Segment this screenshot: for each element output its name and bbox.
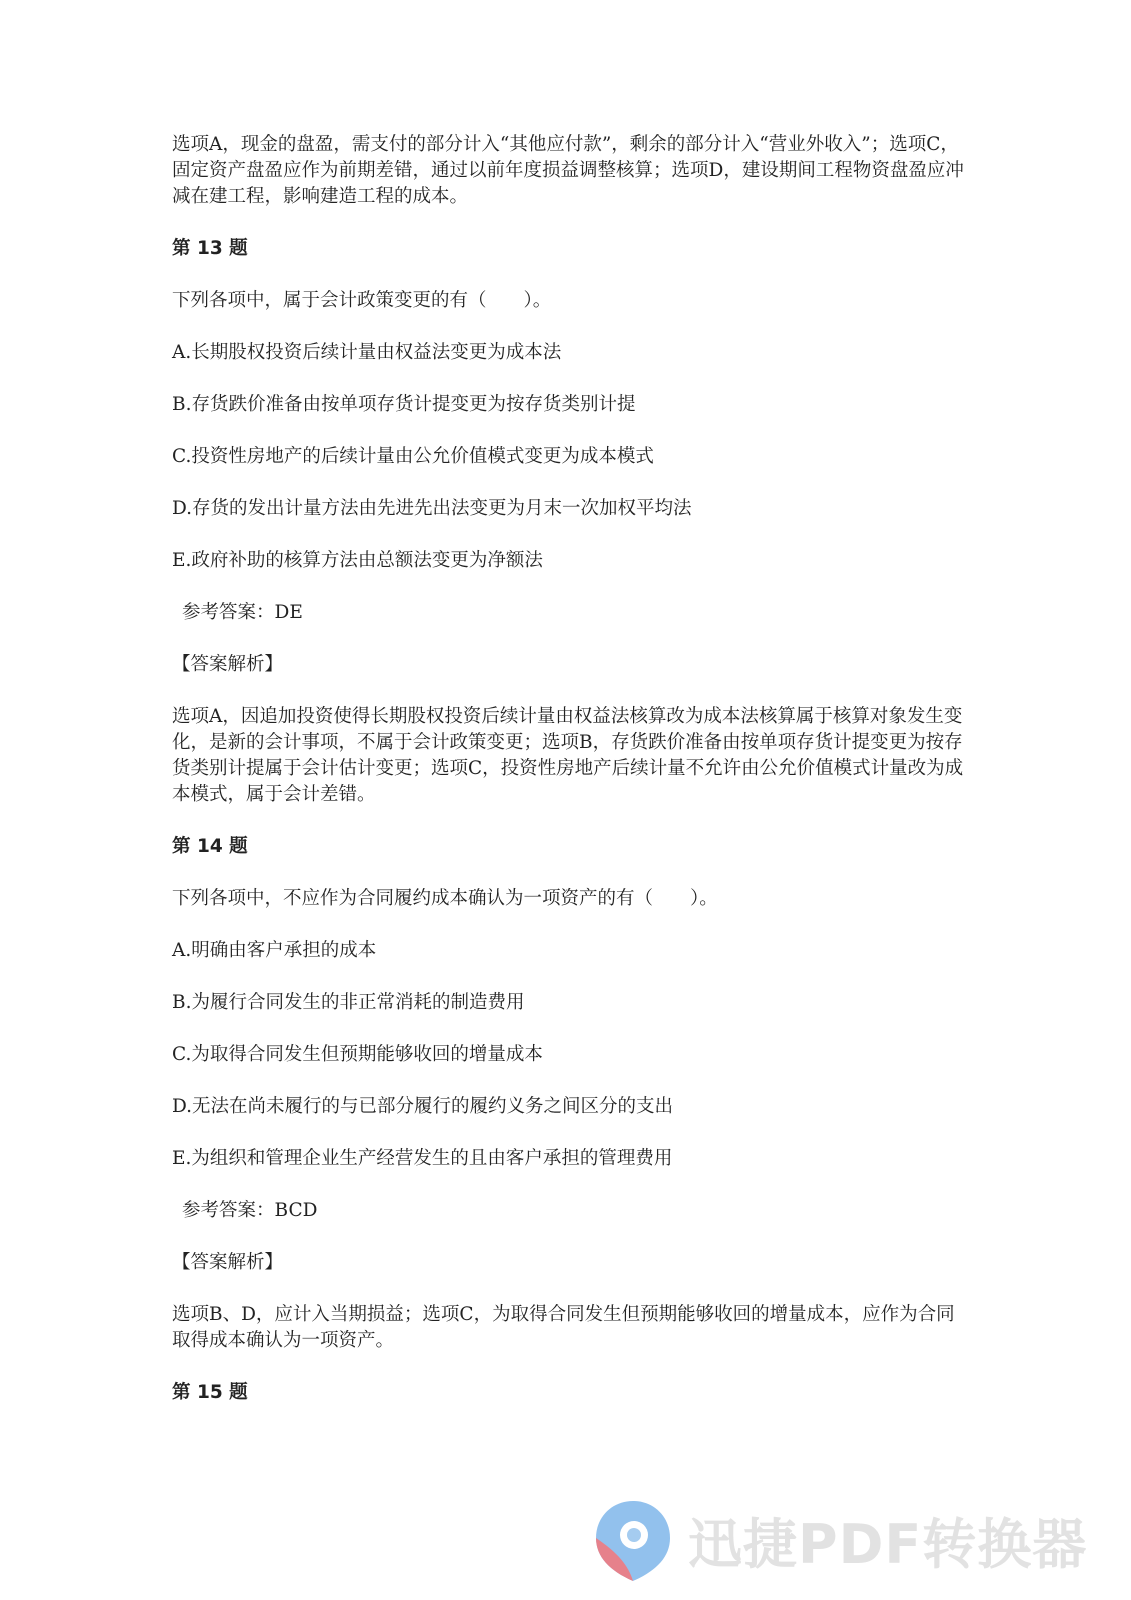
watermark <box>588 1490 1108 1590</box>
question-14-analysis-label: 【答案解析】 <box>172 1252 284 1273</box>
document-page <box>172 132 972 1406</box>
question-14-option-e: E.为组织和管理企业生产经营发生的且由客户承担的管理费用 <box>172 1148 673 1169</box>
question-14-analysis: 选项B、D，应计入当期损益；选项C，为取得合同发生但预期能够收回的增量成本，应作为合同取得成本确认为一项资产。 <box>172 1304 955 1351</box>
question-13-option-e: E.政府补助的核算方法由总额法变更为净额法 <box>172 550 543 571</box>
intro-explanation: 选项A，现金的盘盈，需支付的部分计入“其他应付款”，剩余的部分计入“营业外收入”；选项C，固定资产盘盈应作为前期差错，通过以前年度损益调整核算；选项D，建设期间工程物资盘盈应冲减在建工程，影响建造工程的成本。 <box>172 134 964 207</box>
question-13-option-d: D.存货的发出计量方法由先进先出法变更为月末一次加权平均法 <box>172 498 692 519</box>
question-13-stem: 下列各项中，属于会计政策变更的有（ ）。 <box>172 290 552 311</box>
question-13-analysis-label: 【答案解析】 <box>172 654 284 675</box>
question-13-option-c: C.投资性房地产的后续计量由公允价值模式变更为成本模式 <box>172 446 654 467</box>
pin-logo-icon <box>588 1495 678 1585</box>
question-14-option-a: A.明确由客户承担的成本 <box>172 940 377 961</box>
question-15-title: 第 15 题 <box>172 1382 248 1403</box>
question-14-option-b: B.为履行合同发生的非正常消耗的制造费用 <box>172 992 525 1013</box>
question-13-analysis: 选项A，因追加投资使得长期股权投资后续计量由权益法核算改为成本法核算属于核算对象发生变化，是新的会计事项，不属于会计政策变更；选项B，存货跌价准备由按单项存货计提变更为按存货类别计提属于会计估计变更；选项C，投资性房地产后续计量不允许由公允价值模式计量改为成本模式，属于会计差错。 <box>172 706 964 805</box>
question-13-option-b: B.存货跌价准备由按单项存货计提变更为按存货类别计提 <box>172 394 636 415</box>
question-13-option-a: A.长期股权投资后续计量由权益法变更为成本法 <box>172 342 562 363</box>
question-13-title: 第 13 题 <box>172 238 248 259</box>
question-13-answer: 参考答案：DE <box>182 602 303 623</box>
watermark-text: 迅捷PDF转换器 <box>688 1512 1088 1576</box>
question-14-option-c: C.为取得合同发生但预期能够收回的增量成本 <box>172 1044 543 1065</box>
question-14-option-d: D.无法在尚未履行的与已部分履行的履约义务之间区分的支出 <box>172 1096 674 1117</box>
question-14-stem: 下列各项中，不应作为合同履约成本确认为一项资产的有（ ）。 <box>172 888 718 909</box>
question-14-title: 第 14 题 <box>172 836 248 857</box>
question-14-answer: 参考答案：BCD <box>182 1200 318 1221</box>
